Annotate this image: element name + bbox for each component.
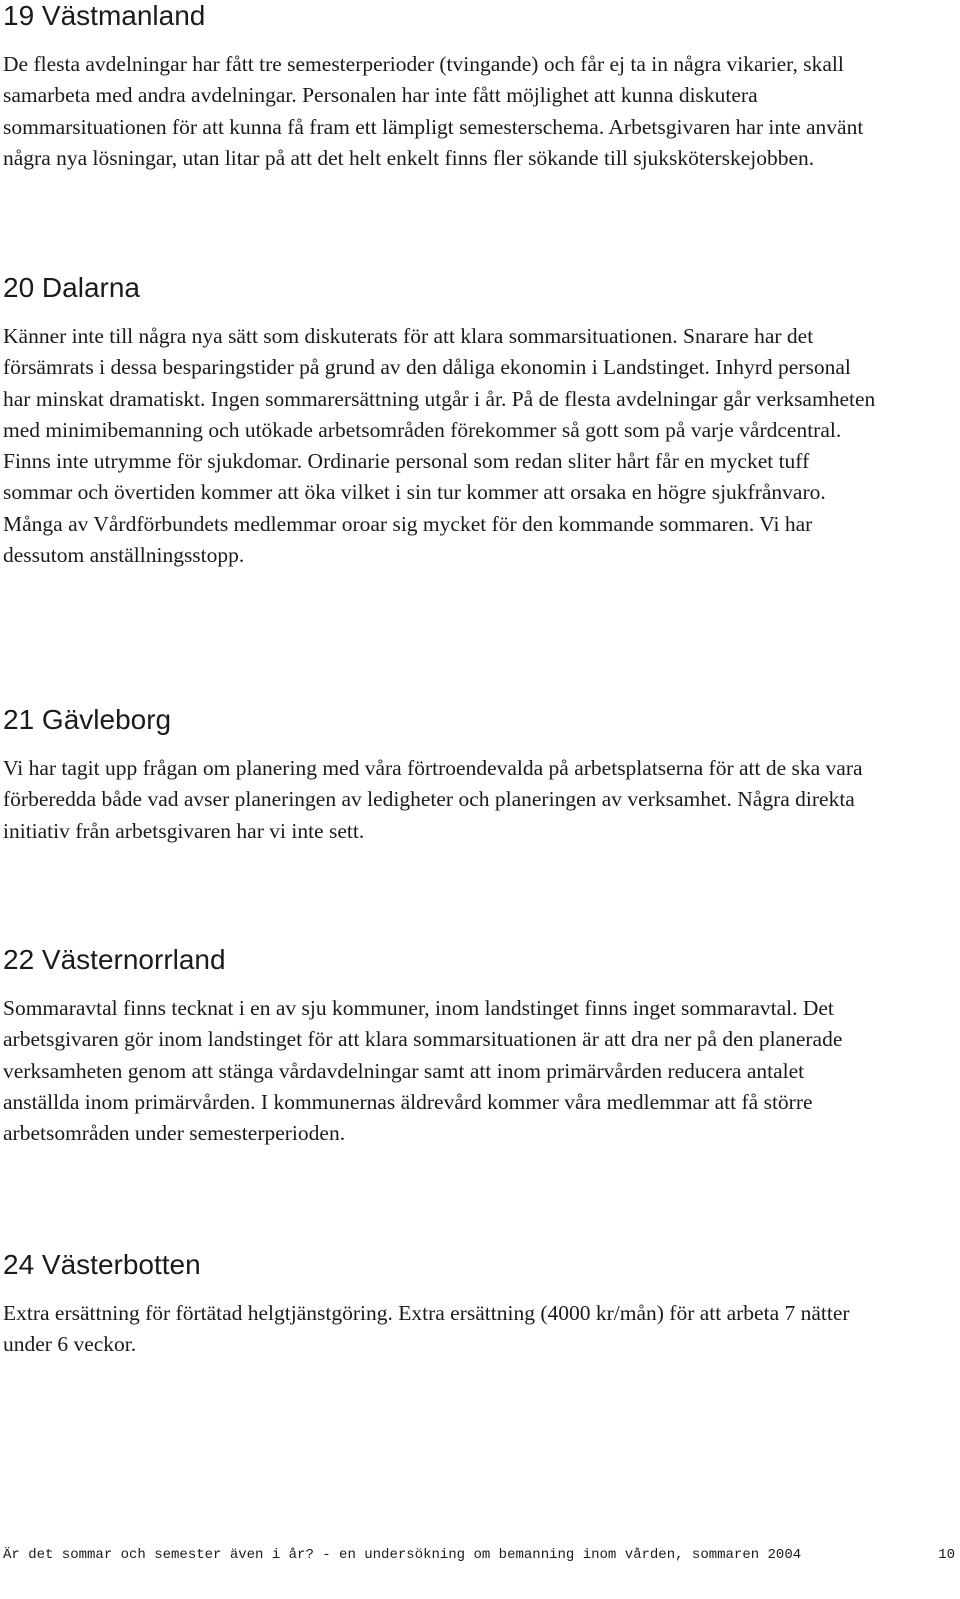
section-gavleborg	[3, 704, 883, 847]
section-heading: 21 Gävleborg	[3, 704, 172, 735]
section-vastmanland	[3, 0, 883, 174]
section-heading: 20 Dalarna	[3, 272, 140, 303]
section-heading: 22 Västernorrland	[3, 944, 226, 975]
footer-title: Är det sommar och semester även i år? - en undersökning om bemanning inom vården, sommaren 2004	[3, 1547, 802, 1563]
section-paragraph: Sommaravtal finns tecknat i en av sju kommuner, inom landstinget finns inget sommaravtal. Det arbetsgivaren gör inom landstinget för att klara sommarsituationen är att dra ner på den planerade verksamheten genom att stänga vårdavdelningar samt att inom primärvården reducera antalet anställda inom primärvården. I kommunernas äldrevård kommer våra medlemmar att få större arbetsområden under semesterperioden.	[3, 996, 843, 1146]
section-paragraph: Extra ersättning för förtätad helgtjänstgöring. Extra ersättning (4000 kr/mån) för att arbeta 7 nätter under 6 veckor.	[3, 1301, 850, 1357]
section-dalarna	[3, 272, 883, 571]
section-paragraph: Vi har tagit upp frågan om planering med våra förtroendevalda på arbetsplatserna för att de ska vara förberedda både vad avser planeringen av ledigheter och planeringen av verksamhet. Några direkta initiativ från arbetsgivaren har vi inte sett.	[3, 756, 863, 843]
section-heading: 19 Västmanland	[3, 0, 206, 31]
section-vasternorrland	[3, 944, 883, 1149]
section-vasterbotten	[3, 1249, 883, 1361]
page-footer	[3, 1546, 955, 1564]
section-paragraph: Känner inte till några nya sätt som diskuterats för att klara sommarsituationen. Snarare har det försämrats i dessa besparingstider på grund av den dåliga ekonomin i Landstinget. Inhyrd personal har minskat dramatiskt. Ingen sommarersättning utgår i år. På de flesta avdelningar går verksamheten med minimibemanning och utökade arbetsområden förekommer så gott som på varje vårdcentral. Finns inte utrymme för sjukdomar. Ordinarie personal som redan sliter hårt får en mycket tuff sommar och övertiden kommer att öka vilket i sin tur kommer att orsaka en högre sjukfrånvaro. Många av Vårdförbundets medlemmar oroar sig mycket för den kommande sommaren. Vi har dessutom anställningsstopp.	[3, 324, 876, 568]
page-number: 10	[938, 1547, 955, 1563]
section-paragraph: De flesta avdelningar har fått tre semesterperioder (tvingande) och får ej ta in några vikarier, skall samarbeta med andra avdelningar. Personalen har inte fått möjlighet att kunna diskutera sommarsituationen för att kunna få fram ett lämpligt semesterschema. Arbetsgivaren har inte använt några nya lösningar, utan litar på att det helt enkelt finns fler sökande till sjuksköterskejobben.	[3, 52, 864, 170]
section-heading: 24 Västerbotten	[3, 1249, 201, 1280]
